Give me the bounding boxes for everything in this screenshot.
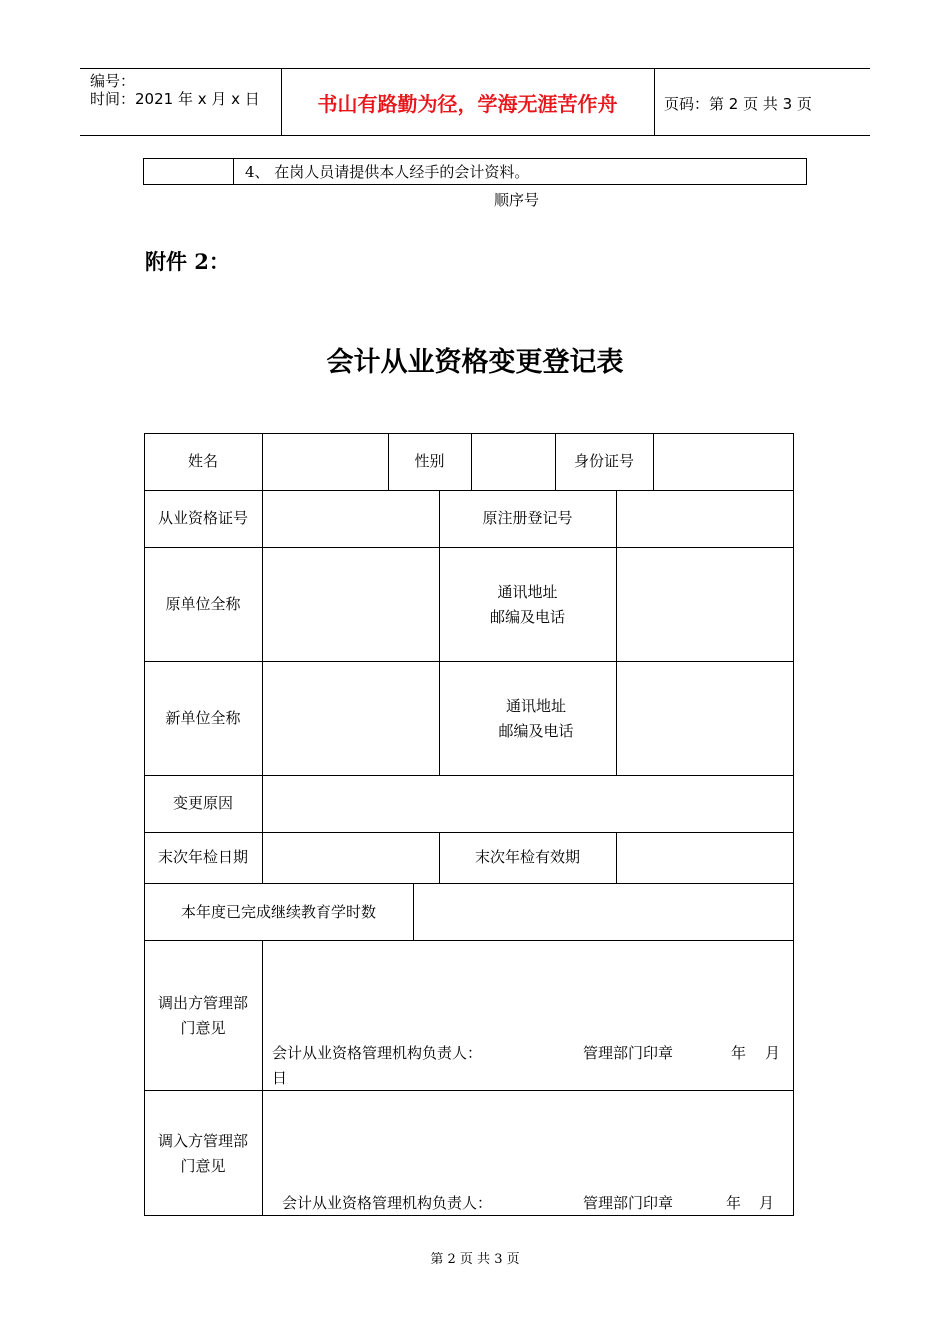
sequence-label: 顺序号 xyxy=(494,191,540,209)
out-month-label: 月 xyxy=(765,1044,781,1062)
new-unit-label: 新单位全称 xyxy=(165,709,241,727)
header-top-rule xyxy=(80,68,870,69)
id-number-label: 身份证号 xyxy=(573,452,634,470)
in-year-label: 年 xyxy=(726,1194,742,1212)
cert-number-label: 从业资格证号 xyxy=(157,509,248,527)
change-reason-field[interactable] xyxy=(263,776,792,831)
header-number-label: 编号： xyxy=(90,72,136,90)
orig-address-field[interactable] xyxy=(617,548,792,660)
out-year-label: 年 xyxy=(731,1044,747,1062)
new-unit-field[interactable] xyxy=(263,662,438,774)
out-seal-label: 管理部门印章 xyxy=(583,1044,674,1062)
out-dept-label-line2: 门意见 xyxy=(180,1019,226,1037)
orig-address-label-line1: 通讯地址 xyxy=(497,583,558,601)
orig-unit-field[interactable] xyxy=(263,548,438,660)
header-bottom-rule xyxy=(80,135,870,136)
new-address-label-line2: 邮编及电话 xyxy=(498,722,574,740)
in-dept-label-line1: 调入方管理部 xyxy=(157,1132,248,1150)
last-check-valid-field[interactable] xyxy=(617,833,792,882)
out-day-label: 日 xyxy=(272,1069,288,1087)
cert-number-field[interactable] xyxy=(263,491,438,546)
edu-hours-field[interactable] xyxy=(414,884,792,939)
header-time-label: 时间：2021 年 x 月 x 日 xyxy=(90,90,260,108)
id-number-field[interactable] xyxy=(654,434,792,489)
in-dept-label-line2: 门意见 xyxy=(180,1157,226,1175)
last-check-date-field[interactable] xyxy=(263,833,438,882)
gender-label: 性别 xyxy=(414,452,445,470)
attachment-label: 附件 2： xyxy=(145,249,230,274)
gender-field[interactable] xyxy=(472,434,554,489)
last-check-valid-label: 末次年检有效期 xyxy=(474,848,580,866)
out-dept-label-line1: 调出方管理部 xyxy=(157,994,248,1012)
footer-page-number: 第 2 页 共 3 页 xyxy=(430,1252,520,1267)
continuation-note: 4、 在岗人员请提供本人经手的会计资料。 xyxy=(245,163,530,181)
continuation-row-divider xyxy=(233,158,234,185)
last-check-date-label: 末次年检日期 xyxy=(157,848,248,866)
edu-hours-label: 本年度已完成继续教育学时数 xyxy=(180,903,376,921)
orig-registration-label: 原注册登记号 xyxy=(482,509,573,527)
orig-registration-field[interactable] xyxy=(617,491,792,546)
change-reason-label: 变更原因 xyxy=(172,794,233,812)
name-field[interactable] xyxy=(263,434,387,489)
form-title: 会计从业资格变更登记表 xyxy=(326,347,624,378)
in-month-label: 月 xyxy=(759,1194,775,1212)
orig-address-label-line2: 邮编及电话 xyxy=(489,608,565,626)
header-page-label: 页码：第 2 页 共 3 页 xyxy=(664,95,812,113)
name-label: 姓名 xyxy=(187,452,218,470)
out-signer-label: 会计从业资格管理机构负责人： xyxy=(272,1044,483,1062)
header-slogan: 书山有路勤为径，学海无涯苦作舟 xyxy=(317,92,618,116)
header-divider xyxy=(654,68,655,135)
new-address-field[interactable] xyxy=(617,662,792,774)
new-address-label-line1: 通讯地址 xyxy=(505,697,566,715)
orig-unit-label: 原单位全称 xyxy=(165,595,241,613)
in-signer-label: 会计从业资格管理机构负责人： xyxy=(282,1194,493,1212)
in-seal-label: 管理部门印章 xyxy=(583,1194,674,1212)
